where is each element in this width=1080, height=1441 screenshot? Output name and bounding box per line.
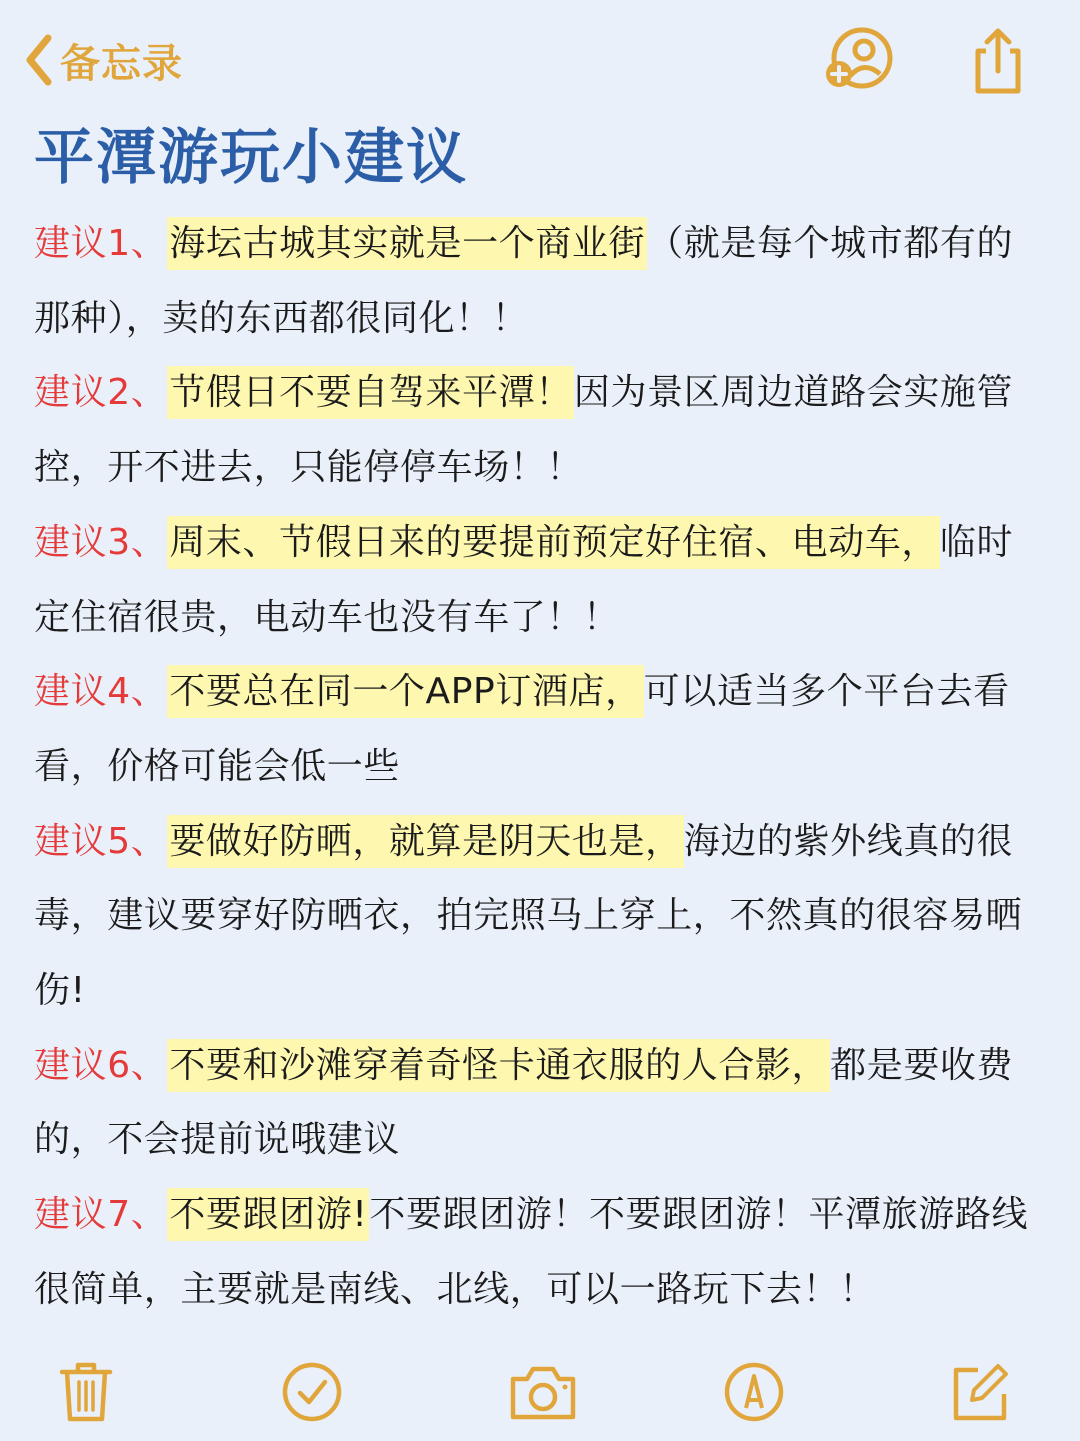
highlighted-text: 不要总在同一个APP订酒店， [167, 665, 643, 718]
suggestion-label: 建议1、 [34, 223, 168, 264]
note-title: 平潭游玩小建议 [34, 123, 468, 193]
suggestion-label: 建议5、 [34, 820, 168, 862]
top-nav-bar [0, 0, 1080, 120]
suggestion-4 [34, 655, 1046, 804]
checklist-button[interactable] [276, 1358, 348, 1430]
suggestion-label: 建议6、 [34, 1044, 168, 1086]
suggestion-label: 建议3、 [34, 521, 168, 563]
suggestion-7 [34, 1178, 1046, 1327]
highlighted-text: 不要和沙滩穿着奇怪卡通衣服的人合影， [167, 1039, 830, 1092]
trash-icon [58, 1360, 114, 1428]
highlighted-text: 不要跟团游! [167, 1188, 369, 1241]
bottom-toolbar [0, 1350, 1080, 1441]
markup-icon [722, 1360, 786, 1428]
note-body[interactable] [34, 207, 1046, 1328]
suggestion-text: 临时定住宿很贵，电动车也没有车了！！ [34, 521, 1014, 638]
highlighted-text: 要做好防晒，就算是阴天也是， [167, 815, 683, 868]
suggestion-5 [34, 805, 1046, 1029]
share-button[interactable] [962, 28, 1034, 100]
suggestion-1 [34, 207, 1046, 356]
suggestion-label: 建议7、 [34, 1194, 168, 1236]
highlighted-text: 节假日不要自驾来平潭！ [167, 366, 574, 419]
suggestion-text: 海边的紫外线真的很毒，建议要穿好防晒衣，拍完照马上穿上，不然真的很容易晒伤! [34, 820, 1023, 1012]
chevron-left-icon [24, 34, 54, 86]
suggestion-text: 可以适当多个平台去看看，价格可能会低一些 [34, 671, 1010, 787]
suggestion-text: （就是每个城市都有的那种），卖的东西都很同化！！ [34, 223, 1014, 339]
share-person-button[interactable] [822, 28, 894, 100]
suggestion-2 [34, 356, 1046, 505]
suggestion-text: 都是要收费的，不会提前说哦建议 [34, 1044, 1014, 1161]
camera-button[interactable] [507, 1358, 579, 1430]
suggestion-3 [34, 506, 1046, 655]
camera-icon [509, 1363, 577, 1425]
suggestion-text: 因为景区周边道路会实施管控，开不进去，只能停停车场！！ [34, 372, 1014, 489]
suggestion-label: 建议4、 [34, 671, 168, 713]
back-label: 备忘录 [60, 40, 183, 87]
share-icon [968, 27, 1028, 101]
back-button[interactable] [24, 28, 183, 92]
markup-button[interactable] [718, 1358, 790, 1430]
checklist-icon [280, 1360, 344, 1428]
delete-button[interactable] [50, 1358, 122, 1430]
suggestion-6 [34, 1029, 1046, 1178]
compose-button[interactable] [944, 1358, 1016, 1430]
highlighted-text: 周末、节假日来的要提前预定好住宿、电动车， [167, 516, 940, 569]
compose-icon [948, 1360, 1012, 1428]
suggestion-text: 不要跟团游！不要跟团游！平潭旅游路线很简单，主要就是南线、北线，可以一路玩下去！！ [34, 1194, 1029, 1310]
person-add-icon [822, 26, 894, 102]
highlighted-text: 海坛古城其实就是一个商业街 [167, 217, 647, 270]
suggestion-label: 建议2、 [34, 372, 168, 414]
